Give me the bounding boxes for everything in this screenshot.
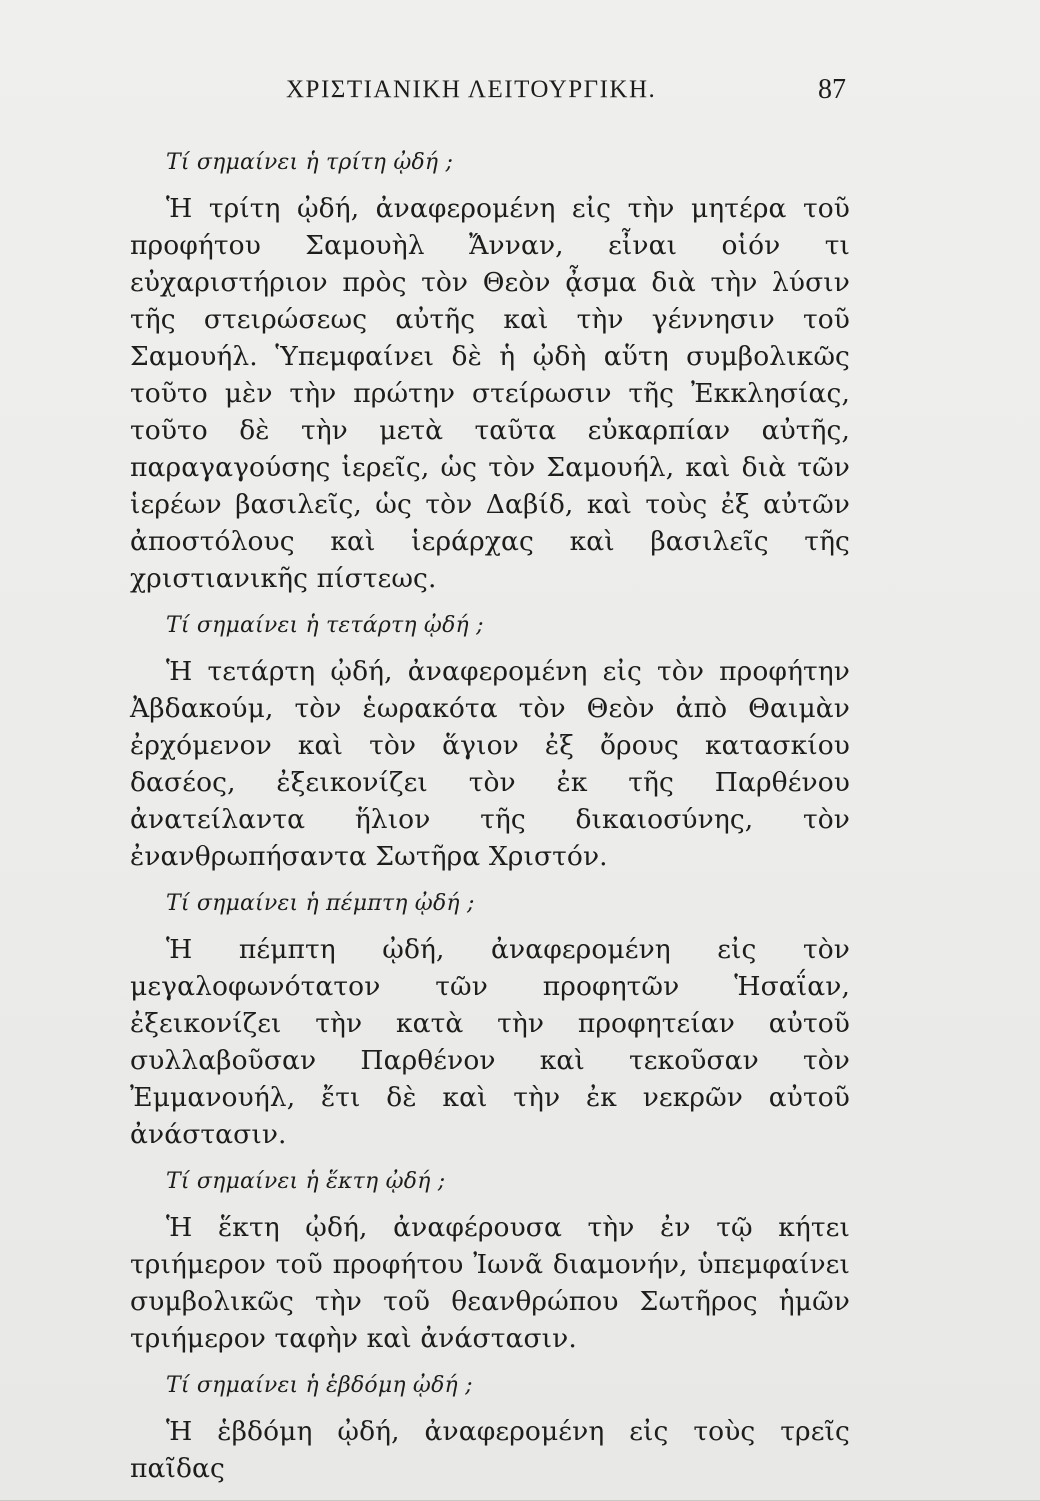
page-body [130,148,850,1501]
question-seventh-ode: Τί σημαίνει ἡ ἑβδόμη ᾠδή ; [166,1373,473,1398]
question-third-ode: Τί σημαίνει ἡ τρίτη ᾠδή ; [166,150,454,175]
answer-fifth-ode: Ἡ πέμπτη ᾠδή, ἀναφερομένη εἰς τὸν μεγαλοφωνότατον τῶν προφητῶν Ἡσαΐαν, ἐξεικονίζει τὴν κατὰ τὴν προφητείαν αὐτοῦ συλλαβοῦσαν Παρθένον καὶ τεκοῦσαν τὸν Ἐμμανουήλ, ἔτι δὲ καὶ τὴν ἐκ νεκρῶν αὐτοῦ ἀνάστασιν. [130,934,850,1150]
page-number: 87 [818,74,846,105]
answer-third-ode: Ἡ τρίτη ᾠδή, ἀναφερομένη εἰς τὴν μητέρα τοῦ προφήτου Σαμουὴλ Ἄνναν, εἶναι οἱόν τι εὐχαριστήριον πρὸς τὸν Θεὸν ᾆσμα διὰ τὴν λύσιν τῆς στειρώσεως αὐτῆς καὶ τὴν γέννησιν τοῦ Σαμουήλ. Ὑπεμφαίνει δὲ ἡ ᾠδὴ αὕτη συμβολικῶς τοῦτο μὲν τὴν πρώτην στείρωσιν τῆς Ἐκκλησίας, τοῦτο δὲ τὴν μετὰ ταῦτα εὐκαρπίαν αὐτῆς, παραγαγούσης ἱερεῖς, ὡς τὸν Σαμουήλ, καὶ διὰ τῶν ἱερέων βασιλεῖς, ὡς τὸν Δαβίδ, καὶ τοὺς ἐξ αὐτῶν ἀποστόλους καὶ ἱεράρχας καὶ βασιλεῖς τῆς χριστιανικῆς πίστεως. [130,193,850,594]
answer-sixth-ode: Ἡ ἕκτη ᾠδή, ἀναφέρουσα τὴν ἐν τῷ κήτει τριήμερον τοῦ προφήτου Ἰωνᾶ διαμονήν, ὑπεμφαίνει συμβολικῶς τὴν τοῦ θεανθρώπου Σωτῆρος ἡμῶν τριήμερον ταφὴν καὶ ἀνάστασιν. [130,1212,850,1354]
question-fifth-ode: Τί σημαίνει ἡ πέμπτη ᾠδή ; [166,891,475,916]
running-head [160,74,846,114]
question-sixth-ode: Τί σημαίνει ἡ ἕκτη ᾠδή ; [166,1169,446,1194]
question-fourth-ode: Τί σημαίνει ἡ τετάρτη ᾠδή ; [166,613,484,638]
answer-seventh-ode: Ἡ ἑβδόμη ᾠδή, ἀναφερομένη εἰς τοὺς τρεῖς παῖδας [130,1416,850,1484]
answer-fourth-ode: Ἡ τετάρτη ᾠδή, ἀναφερομένη εἰς τὸν προφήτην Ἀβδακούμ, τὸν ἑωρακότα τὸν Θεὸν ἀπὸ Θαιμὰν ἐρχόμενον καὶ τὸν ἅγιον ἐξ ὄρους κατασκίου δασέος, ἐξεικονίζει τὸν ἐκ τῆς Παρθένου ἀνατείλαντα ἥλιον τῆς δικαιοσύνης, τὸν ἐνανθρωπήσαντα Σωτῆρα Χριστόν. [130,656,850,872]
running-title: ΧΡΙΣΤΙΑΝΙΚΗ ΛΕΙΤΟΥΡΓΙΚΗ. [286,76,657,103]
